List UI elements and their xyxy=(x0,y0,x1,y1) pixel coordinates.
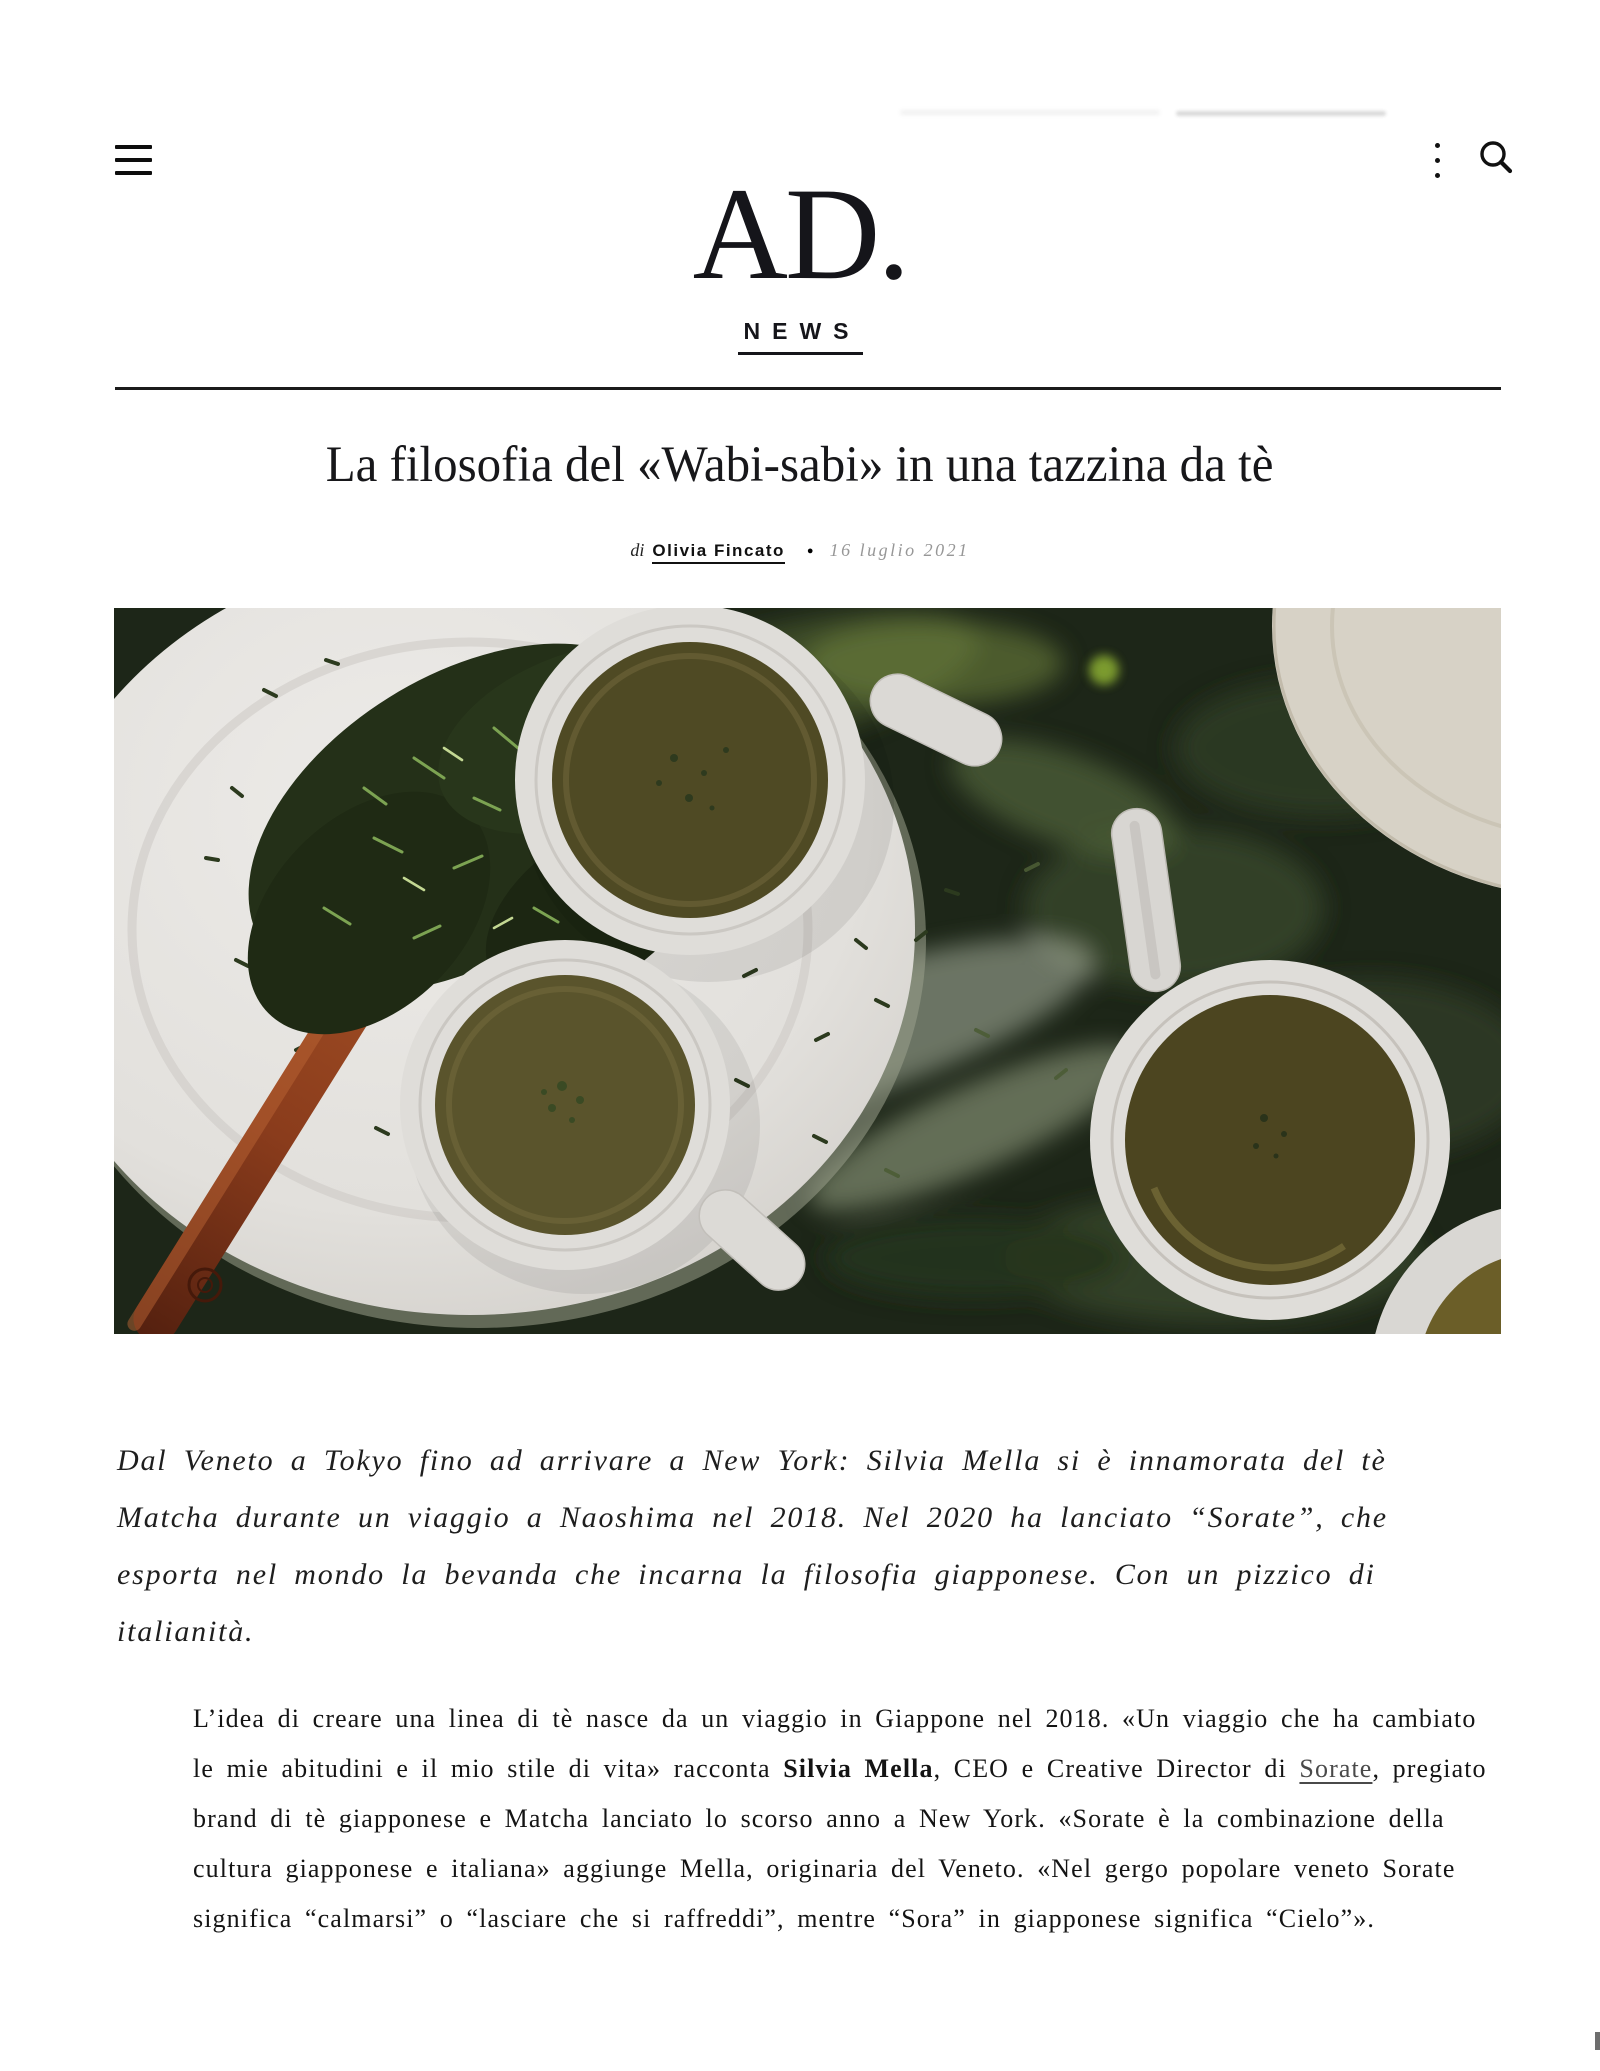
article-body: L’idea di creare una linea di tè nasce da un viaggio in Giappone nel 2018. «Un viaggio che ha cambiato le mie abitudini e il mio stile di vita» racconta Silvia Mella, CEO e Creative Director di Sorate, pregiato brand di tè giapponese e Matcha lanciato lo scorso anno a New York. «Sorate è la combinazione della cultura giapponese e italiana» aggiunge Mella, originaria del Veneto. «Nel gergo popolare veneto Sorate significa “calmarsi” o “lasciare che si raffreddi”, mentre “Sora” in giapponese significa “Cielo”». xyxy=(193,1704,1487,1933)
render-artifact xyxy=(900,110,1160,115)
byline-prefix: di xyxy=(630,540,645,560)
publish-date: 16 luglio 2021 xyxy=(829,540,970,560)
marble-green-fleck xyxy=(1089,655,1119,685)
menu-bar xyxy=(115,145,152,149)
ad-logo[interactable]: AD. xyxy=(692,160,908,307)
article-title: La filosofia del «Wabi-sabi» in una tazzina da tè xyxy=(326,437,1274,493)
scrollbar-fragment[interactable] xyxy=(1595,2032,1600,2050)
byline-separator: ● xyxy=(806,545,814,557)
sorate-link[interactable]: Sorate xyxy=(1299,1754,1373,1783)
article-lede: Dal Veneto a Tokyo fino ad arrivare a New York: Silvia Mella si è innamorata del tè Matcha durante un viaggio a Naoshima nel 2018. Nel 2020 ha lanciato “Sorate”, che esporta nel mondo la bevanda che incarna la filosofia giapponese. Con un pizzico di italianità. xyxy=(117,1444,1388,1648)
byline xyxy=(0,540,1600,561)
dot xyxy=(1435,158,1440,163)
dot xyxy=(1435,143,1440,148)
header-divider xyxy=(115,387,1501,390)
menu-bar xyxy=(115,158,152,162)
section-news xyxy=(0,318,1600,355)
author-link[interactable]: Olivia Fincato xyxy=(652,541,784,564)
hero-photo-tea-cups xyxy=(114,608,1501,1334)
hero-photo-canvas xyxy=(114,608,1501,1334)
render-artifact xyxy=(1176,111,1386,116)
section-news-label[interactable]: NEWS xyxy=(738,318,863,355)
